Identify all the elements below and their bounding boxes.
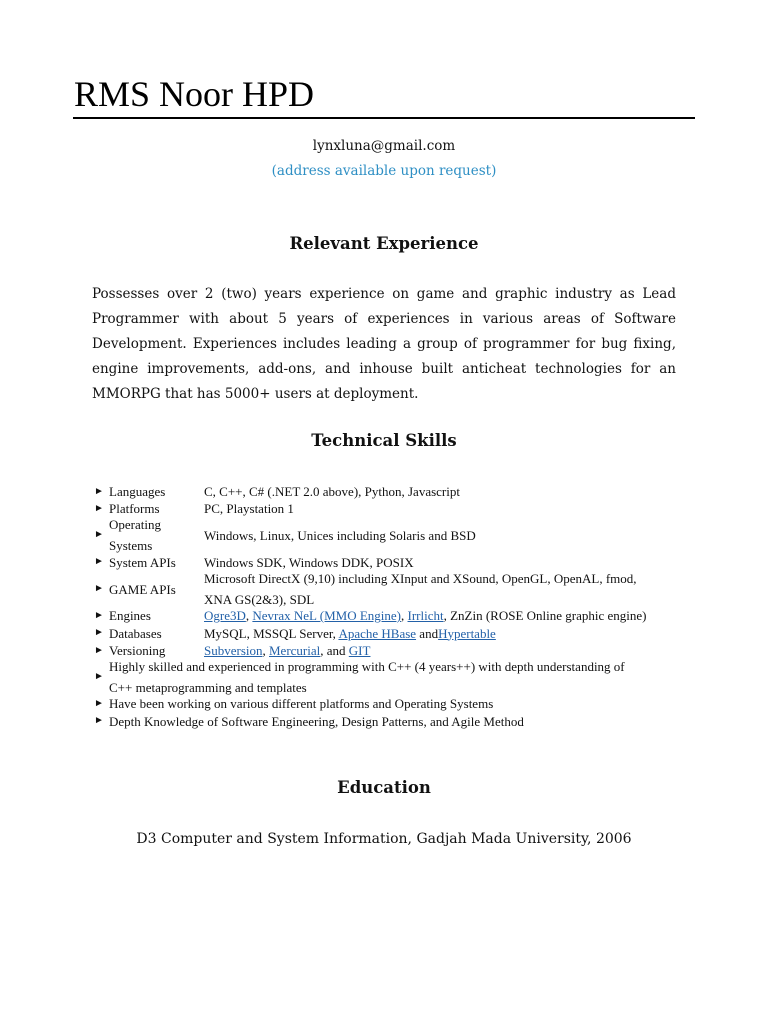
git-link[interactable]: GIT: [348, 643, 371, 658]
skill-text-cpp-expertise: [109, 656, 684, 698]
skill-row-cpp-expertise: [94, 659, 684, 695]
skill-row-engines: [94, 607, 684, 624]
skill-text-cpp-expertise-line1: Highly skilled and experienced in programming with C++ (4 years++) with depth understanding of: [109, 659, 625, 674]
skill-value-languages: C, C++, C# (.NET 2.0 above), Python, Javascript: [204, 484, 460, 499]
experience-summary: Possesses over 2 (two) years experience on game and graphic industry as Lead Programmer with about 5 years of experiences in various areas of Software Development. Experiences includes leading a group of programmer for bug fixing, engine improvements, add-ons, and inhouse built anticheat technologies for an MMORPG that has 5000+ users at deployment.: [92, 286, 676, 402]
skill-value-game-apis-line2: XNA GS(2&3), SDL: [204, 592, 315, 607]
engines-separator: ,: [401, 608, 408, 623]
candidate-name: RMS Noor HPD: [74, 74, 315, 114]
skill-row-game-apis: [94, 571, 684, 607]
education-entry: D3 Computer and System Information, Gadjah Mada University, 2006: [136, 831, 632, 847]
bullet-arrow-icon: ►: [94, 697, 104, 709]
mercurial-link[interactable]: Mercurial: [269, 643, 321, 658]
nevrax-nel-link[interactable]: Nevrax NeL (MMO Engine): [252, 608, 402, 623]
versioning-separator: , and: [320, 643, 349, 658]
skill-row-platform-experience: [94, 695, 684, 712]
engines-rest-text: , ZnZin (ROSE Online graphic engine): [443, 608, 647, 623]
bullet-arrow-icon: ►: [94, 671, 104, 682]
skill-label-game-apis: GAME APIs: [109, 581, 176, 597]
technical-skills-heading: Technical Skills: [311, 431, 457, 450]
skill-label-engines: Engines: [109, 608, 151, 623]
email-address: lynxluna@gmail.com: [312, 138, 456, 154]
bullet-arrow-icon: ►: [94, 529, 104, 540]
skill-value-operating-systems: Windows, Linux, Unices including Solaris and BSD: [204, 527, 476, 543]
bullet-arrow-icon: ►: [94, 715, 104, 726]
skill-label-languages: Languages: [109, 484, 166, 499]
skill-label-system-apis: System APIs: [109, 554, 176, 570]
irrlicht-link[interactable]: Irrlicht: [407, 608, 444, 623]
education-heading: Education: [337, 778, 431, 797]
skill-label-databases: Databases: [109, 625, 162, 641]
skill-text-software-engineering: Depth Knowledge of Software Engineering, Design Patterns, and Agile Method: [109, 713, 524, 729]
skill-label-operating-systems: [109, 514, 204, 556]
skill-label-platforms: Platforms: [109, 501, 160, 516]
databases-prefix-text: MySQL, MSSQL Server,: [204, 625, 339, 641]
skill-row-software-engineering: [94, 712, 684, 730]
technical-skills-list: [94, 483, 684, 730]
bullet-arrow-icon: ►: [94, 644, 104, 656]
bullet-arrow-icon: ►: [94, 556, 104, 567]
bullet-arrow-icon: ►: [94, 502, 104, 514]
bullet-arrow-icon: ►: [94, 609, 104, 621]
engines-separator: ,: [245, 608, 253, 623]
relevant-experience-heading: Relevant Experience: [289, 234, 479, 253]
skill-value-game-apis: [204, 568, 684, 610]
skill-label-versioning: Versioning: [109, 643, 166, 658]
subversion-link[interactable]: Subversion: [204, 643, 263, 658]
skill-text-platform-experience: Have been working on various different platforms and Operating Systems: [109, 696, 494, 711]
ogre3d-link[interactable]: Ogre3D: [204, 608, 246, 623]
databases-separator: and: [416, 625, 439, 641]
versioning-separator: ,: [262, 643, 269, 658]
bullet-arrow-icon: ►: [94, 485, 104, 497]
apache-hbase-link[interactable]: Apache HBase: [338, 625, 417, 641]
skill-value-platforms: PC, Playstation 1: [204, 501, 294, 516]
skill-label-operating-systems-line1: Operating: [109, 517, 161, 532]
hypertable-link[interactable]: Hypertable: [438, 625, 496, 641]
skill-value-system-apis: Windows SDK, Windows DDK, POSIX: [204, 554, 414, 570]
bullet-arrow-icon: ►: [94, 583, 104, 594]
header-divider: [73, 117, 695, 119]
skill-row-operating-systems: [94, 517, 684, 553]
skill-text-cpp-expertise-line2: C++ metaprogramming and templates: [109, 680, 307, 695]
skill-label-operating-systems-line2: Systems: [109, 538, 153, 553]
address-note: (address available upon request): [271, 163, 497, 179]
bullet-arrow-icon: ►: [94, 627, 104, 638]
skill-value-game-apis-line1: Microsoft DirectX (9,10) including XInput and XSound, OpenGL, OpenAL, fmod,: [204, 571, 637, 586]
